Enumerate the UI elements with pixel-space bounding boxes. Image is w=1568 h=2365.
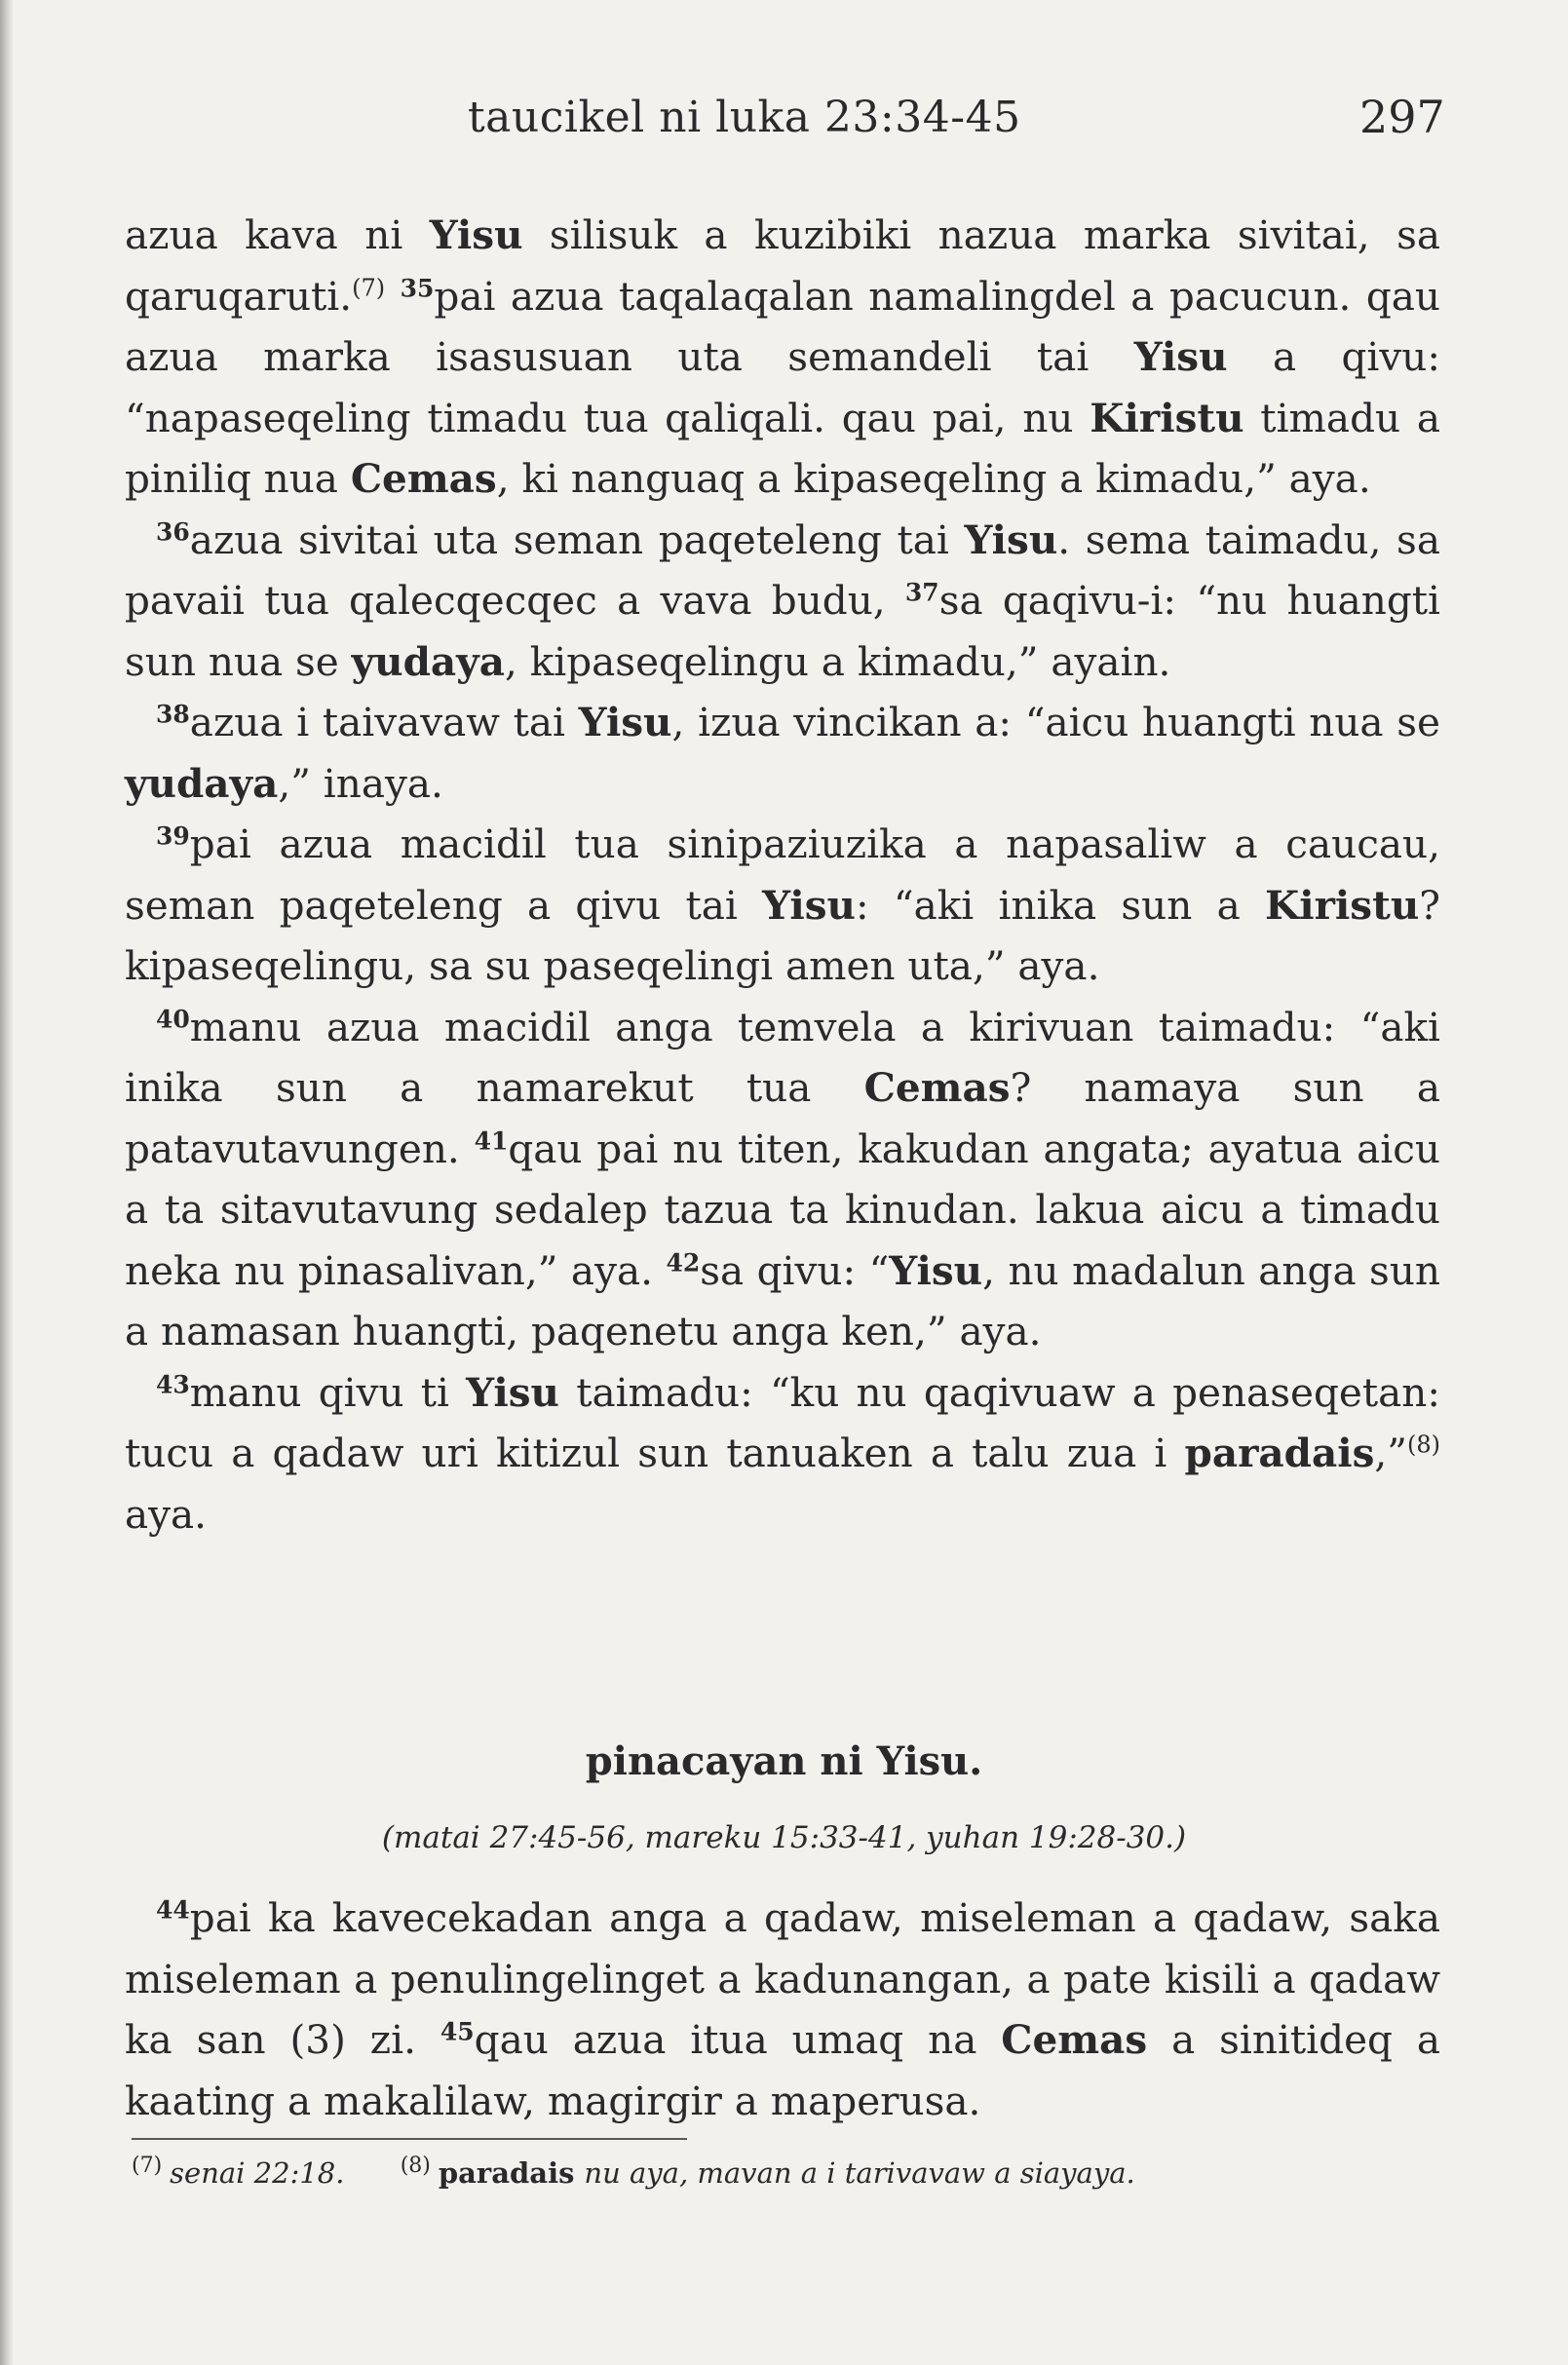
paragraph-verse-44-45: $^{44}$pai ka kavecekadan anga a qadaw, miseleman a qadaw, saka miseleman a penulingelinget a kadunangan, a pate kisili a qadaw ka san (3) zi. $^{45}$qau azua itua umaq na Cemas a sinitideq a kaating a makalilaw, magirgir a maperusa. [125, 1894, 1441, 2124]
verse-number: 44 [156, 1895, 190, 1925]
running-title: taucikel ni luka 23:34-45 [468, 93, 1021, 142]
footnotes [132, 2149, 1457, 2197]
section-heading: pinacayan ni Yisu. [585, 1738, 983, 1784]
paragraph-verse-40-42: $^{40}$manu azua macidil anga temvela a kirivuan taimadu: “aki inika sun a namarekut tua Cemas? namaya sun a patavutavungen. $^{41}$qau pai nu titen, kakudan angata; ayatua aicu a ta sitavutavung sedalep tazua ta kinudan. lakua aicu a timadu neka nu pinasalivan,” aya. $^{42}$sa qivu: “Yisu, nu madalun anga sun a namasan huangti, paqenetu anga ken,” aya. [125, 1003, 1441, 1354]
book-spine-shadow [0, 0, 14, 2365]
paragraph-verse-36-37: $^{36}$azua sivitai uta seman paqeteleng tai Yisu. sema taimadu, sa pavaii tua qalecqecqec a vava budu, $^{37}$sa qaqivu-i: “nu huangti sun nua se yudaya, kipaseqelingu a kimadu,” ayain. [125, 515, 1440, 685]
footnote-divider [132, 2138, 687, 2140]
verse-number: 37 [904, 578, 939, 607]
footnote-term: paradais [438, 2156, 575, 2190]
paragraph-verse-39: $^{39}$pai azua macidil tua sinipaziuzika a napasaliw a caucau, seman paqeteleng a qivu tai Yisu: “aki inika sun a Kiristu? kipaseqelingu, sa su paseqelingi amen uta,” aya. [125, 820, 1440, 989]
passage-luke-23-44-45 [125, 1888, 1440, 2131]
verse-number: 35 [400, 273, 435, 302]
verse-number: 39 [156, 821, 190, 851]
footnote-mark: (8) [400, 2154, 431, 2178]
footnote-mark: (7) [132, 2154, 163, 2178]
footnote-ref: (7) [352, 274, 386, 302]
verse-number: 38 [156, 700, 190, 729]
verse-number: 40 [156, 1004, 190, 1033]
verse-number: 42 [666, 1247, 701, 1277]
verse-number: 36 [156, 516, 190, 546]
paragraph-verse-38: $^{38}$azua i taivavaw tai Yisu, izua vincikan a: “aicu huangti nua se yudaya,” inaya. [125, 699, 1440, 807]
footnote-8 [401, 2156, 1135, 2190]
verse-number: 41 [474, 1125, 509, 1155]
paragraph-verse-34-35: azua kava ni Yisu silisuk a kuzibiki nazua marka sivitai, sa qaruqaruti.$^{(7)}$ $^{35}$pai azua taqalaqalan namalingdel a pacucun. qau azua marka isasusuan uta semandeli tai Yisu a qivu: “napaseqeling timadu tua qaliqali. qau pai, nu Kiristu timadu a piniliq nua Cemas, ki nanguaq a kipaseqeling a kimadu,” aya. [125, 211, 1441, 502]
footnote-text: senai 22:18. [170, 2156, 345, 2190]
verse-number: 43 [156, 1369, 190, 1398]
page-number: 297 [1359, 91, 1445, 143]
footnote-ref: (8) [1407, 1430, 1440, 1459]
page-header [0, 93, 1568, 161]
section-cross-references: (matai 27:45-56, mareku 15:33-41, yuhan 19:28-30.) [381, 1820, 1187, 1855]
footnote-7 [132, 2156, 344, 2190]
paragraph-verse-43: $^{43}$manu qivu ti Yisu taimadu: “ku nu qaqivuaw a penaseqetan: tucu a qadaw uri kitizul sun tanuaken a talu zua i paradais,”$^{(8)}$ aya. [125, 1368, 1440, 1538]
footnote-text: nu aya, mavan a i tarivavaw a siayaya. [584, 2156, 1135, 2190]
verse-number: 45 [440, 2017, 475, 2046]
passage-luke-23-34-43 [125, 205, 1440, 1545]
